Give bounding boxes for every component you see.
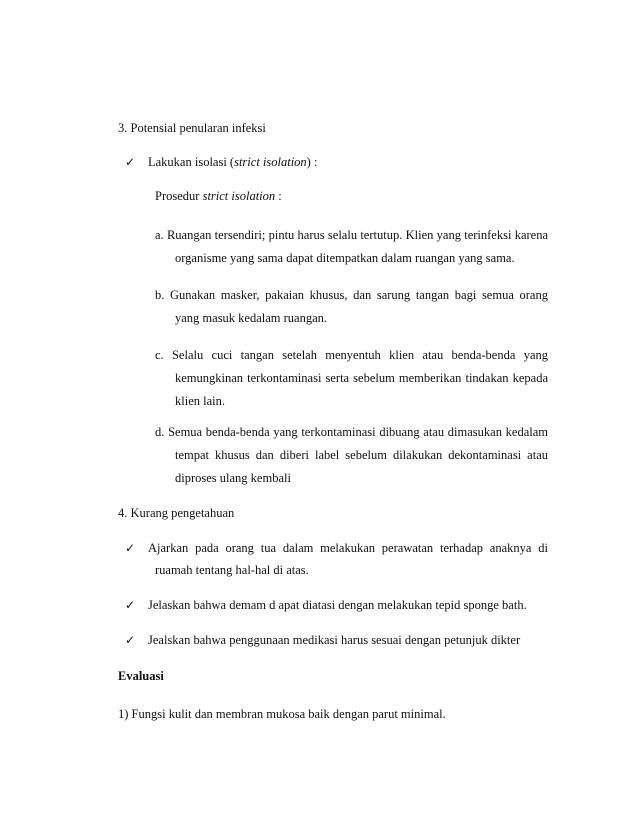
isolation-bullet — [148, 154, 317, 170]
evaluation-heading: Evaluasi — [118, 669, 164, 683]
step-c-line-1: c. Selalu cuci tangan setelah menyentuh klien atau benda-benda yang — [155, 348, 548, 362]
procedure-label-text: Prosedur — [155, 189, 203, 203]
knowledge-bullet-1-line-2: ruamah tentang hal-hal di atas. — [155, 563, 309, 577]
knowledge-bullet-3: Jealskan bahwa penggunaan medikasi harus sesuai dengan petunjuk dikter — [148, 633, 521, 647]
step-b-line-2: yang masuk kedalam ruangan. — [175, 311, 328, 325]
checkmark-icon — [125, 154, 138, 170]
step-d-line-2: tempat khusus dan diberi label sebelum dilakukan dekontaminasi atau — [175, 448, 548, 462]
checkmark-icon — [125, 632, 138, 648]
knowledge-bullet-2: Jelaskan bahwa demam d apat diatasi dengan melakukan tepid sponge bath. — [148, 598, 527, 612]
procedure-label-suffix: : — [275, 189, 282, 203]
step-a-line-1: a. Ruangan tersendiri; pintu harus selalu tertutup. Klien yang terinfeksi karena — [155, 228, 548, 242]
knowledge-bullet-1-line-1: Ajarkan pada orang tua dalam melakukan perawatan terhadap anaknya di — [148, 541, 548, 555]
step-d-line-1: d. Semua benda-benda yang terkontaminasi dibuang atau dimasukan kedalam — [155, 425, 548, 439]
step-b-line-1: b. Gunakan masker, pakaian khusus, dan sarung tangan bagi semua orang — [155, 288, 548, 302]
step-c-line-3: klien lain. — [175, 394, 225, 408]
section-4-heading: 4. Kurang pengetahuan — [118, 506, 235, 520]
procedure-label — [155, 188, 282, 204]
section-3-heading: 3. Potensial penularan infeksi — [118, 121, 266, 135]
checkmark-icon — [125, 597, 138, 613]
isolation-bullet-italic: strict isolation — [234, 155, 307, 169]
checkmark-icon — [125, 540, 138, 556]
evaluation-item-1: 1) Fungsi kulit dan membran mukosa baik dengan parut minimal. — [118, 707, 446, 721]
isolation-bullet-text: Lakukan isolasi ( — [148, 155, 235, 169]
step-d-line-3: diproses ulang kembali — [175, 471, 291, 485]
step-c-line-2: kemungkinan terkontaminasi serta sebelum memberikan tindakan kepada — [175, 371, 548, 385]
step-a-line-2: organisme yang sama dapat ditempatkan dalam ruangan yang sama. — [175, 251, 515, 265]
procedure-label-italic: strict isolation — [202, 189, 276, 203]
isolation-bullet-suffix: ) : — [306, 155, 318, 169]
